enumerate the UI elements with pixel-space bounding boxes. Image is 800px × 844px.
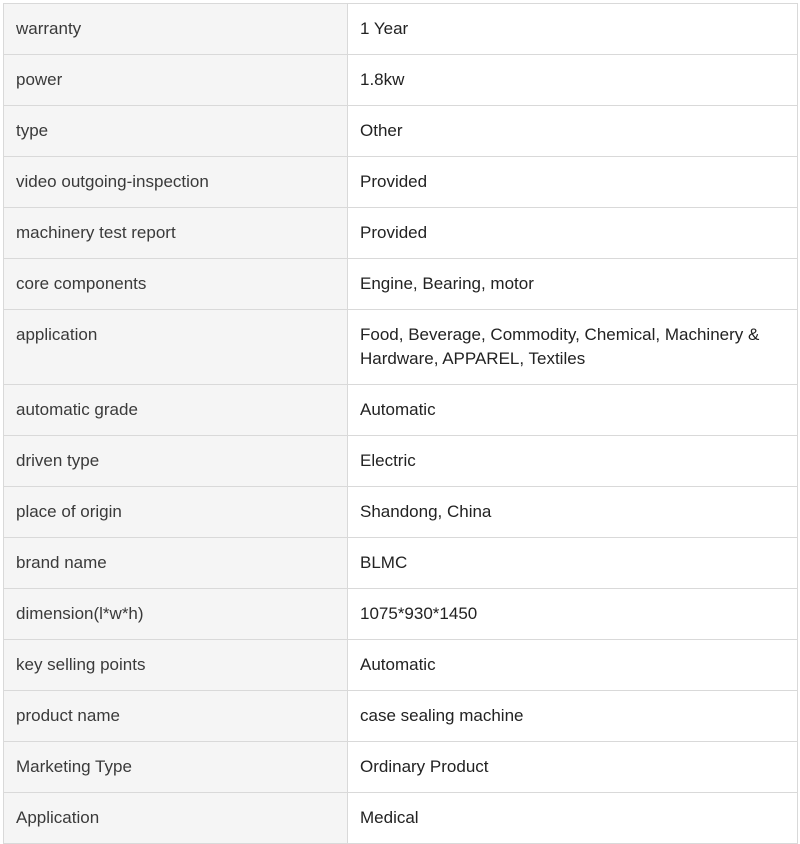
spec-table [3, 3, 798, 844]
spec-value: Engine, Bearing, motor [348, 259, 798, 310]
spec-key: warranty [4, 4, 348, 55]
spec-value: Food, Beverage, Commodity, Chemical, Machinery & Hardware, APPAREL, Textiles [348, 310, 798, 385]
table-row [4, 640, 798, 691]
spec-value: case sealing machine [348, 691, 798, 742]
spec-value: Shandong, China [348, 487, 798, 538]
table-row [4, 793, 798, 844]
spec-key: dimension(l*w*h) [4, 589, 348, 640]
spec-value: 1.8kw [348, 55, 798, 106]
spec-key: driven type [4, 436, 348, 487]
spec-value: Medical [348, 793, 798, 844]
spec-key: video outgoing-inspection [4, 157, 348, 208]
table-row [4, 4, 798, 55]
spec-key: automatic grade [4, 385, 348, 436]
spec-key: place of origin [4, 487, 348, 538]
table-row [4, 106, 798, 157]
spec-value: Provided [348, 208, 798, 259]
table-row [4, 589, 798, 640]
spec-key: Application [4, 793, 348, 844]
spec-key: type [4, 106, 348, 157]
spec-value: Automatic [348, 385, 798, 436]
table-row [4, 691, 798, 742]
spec-key: core components [4, 259, 348, 310]
spec-key: product name [4, 691, 348, 742]
table-row [4, 538, 798, 589]
spec-key: machinery test report [4, 208, 348, 259]
spec-value: Provided [348, 157, 798, 208]
table-row [4, 436, 798, 487]
table-row [4, 487, 798, 538]
table-row [4, 310, 798, 385]
spec-key: key selling points [4, 640, 348, 691]
spec-value: 1 Year [348, 4, 798, 55]
table-row [4, 259, 798, 310]
spec-key: brand name [4, 538, 348, 589]
spec-key: Marketing Type [4, 742, 348, 793]
table-row [4, 208, 798, 259]
spec-value: Electric [348, 436, 798, 487]
spec-value: 1075*930*1450 [348, 589, 798, 640]
spec-key: application [4, 310, 348, 385]
spec-value: Ordinary Product [348, 742, 798, 793]
spec-value: Automatic [348, 640, 798, 691]
table-row [4, 385, 798, 436]
table-row [4, 742, 798, 793]
spec-key: power [4, 55, 348, 106]
spec-value: Other [348, 106, 798, 157]
table-row [4, 157, 798, 208]
table-row [4, 55, 798, 106]
spec-value: BLMC [348, 538, 798, 589]
